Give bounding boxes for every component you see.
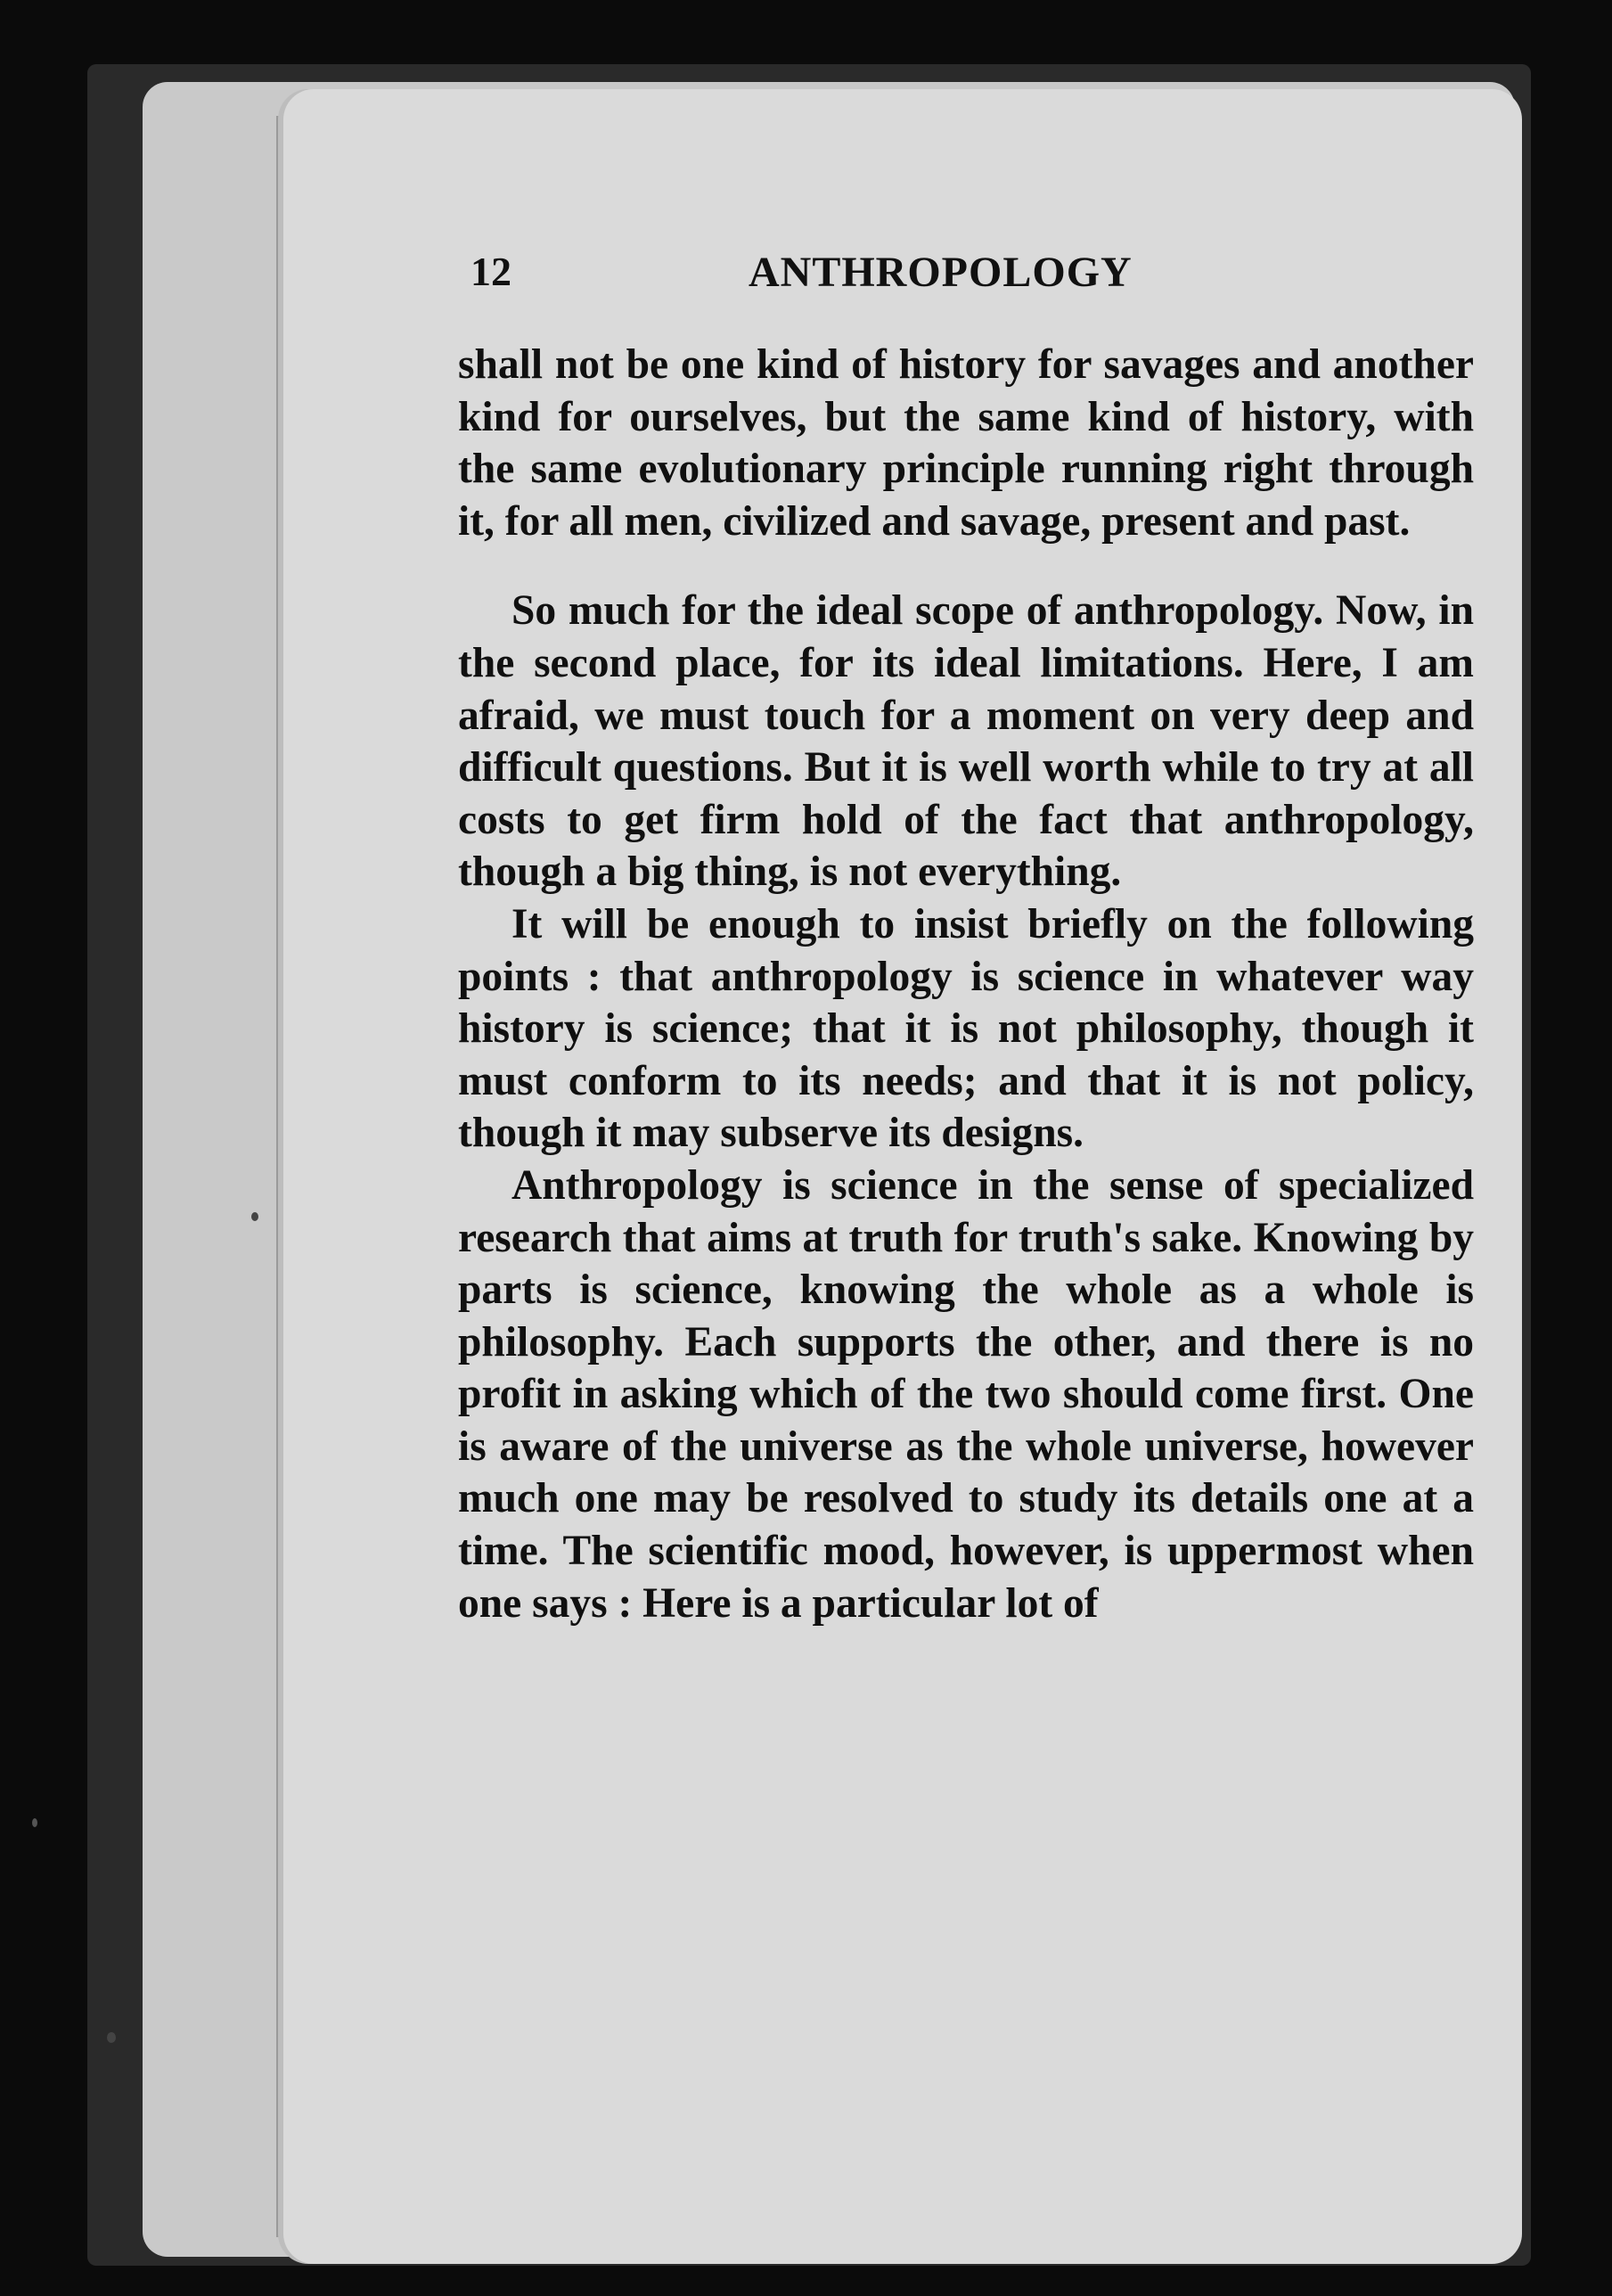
scan-speck bbox=[107, 2032, 116, 2043]
body-text bbox=[458, 339, 1474, 1629]
scan-speck bbox=[32, 1818, 37, 1827]
page-gutter-line bbox=[276, 116, 280, 2237]
scan-speck bbox=[251, 1212, 258, 1221]
paragraph: Anthropology is science in the sense of specialized research that aims at truth for truth's sake. Knowing by parts is science, knowing the whole as a whole is philosophy. Each supports the other, and there is no profit in asking which of the two should come first. One is aware of the universe as the whole universe, however much one may be resolved to study its details one at a time. The scientific mood, however, is uppermost when one says : Here is a particular lot of bbox=[458, 1161, 1474, 1627]
running-head: ANTHROPOLOGY bbox=[749, 249, 1133, 296]
paragraph: shall not be one kind of history for savages and another kind for ourselves, but the same kind of history, with the same evolutionary principle running right through it, for all men, civilized and savage, present and past. bbox=[458, 341, 1474, 545]
paragraph: It will be enough to insist briefly on the following points : that anthropology is science in whatever way history is science; that it is not philosophy, though it must conform to its needs; and that it is not policy, though it may subserve its designs. bbox=[458, 900, 1474, 1157]
paragraph: So much for the ideal scope of anthropology. Now, in the second place, for its ideal limitations. Here, I am afraid, we must touch for a moment on very deep and difficult questions. But it is well worth while to try at all costs to get firm hold of the fact that anthropology, though a big thing, is not everything. bbox=[458, 587, 1474, 896]
page-header bbox=[471, 248, 1469, 310]
page-number: 12 bbox=[471, 249, 511, 294]
